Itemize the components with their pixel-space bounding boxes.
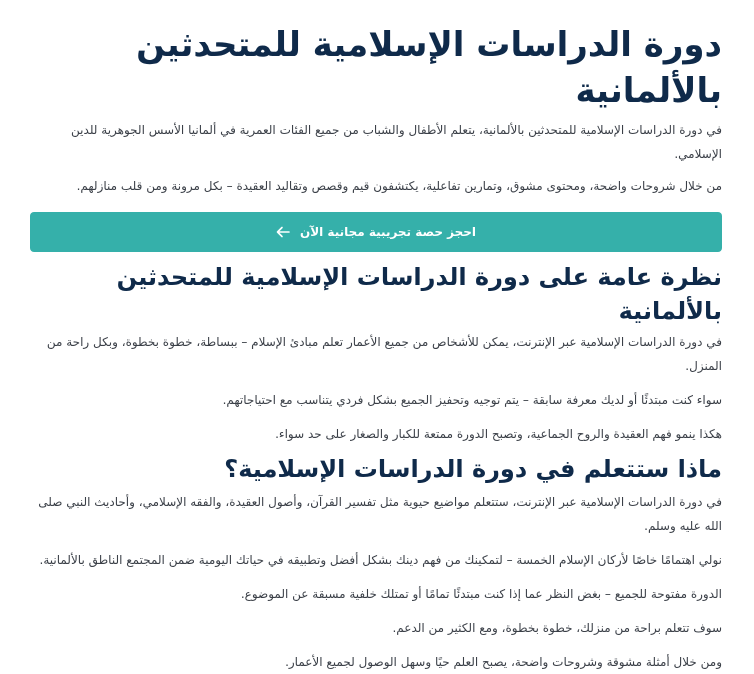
learn-paragraph: سوف تتعلم براحة من منزلك، خطوة بخطوة، ومع الكثير من الدعم. [392, 621, 722, 635]
learn-paragraph: الدورة مفتوحة للجميع – بغض النظر عما إذا كنت مبتدئًا تمامًا أو تمتلك خلفية مسبقة عن الموضوع. [240, 587, 722, 601]
book-free-trial-button[interactable] [30, 212, 722, 252]
overview-paragraph: سواء كنت مبتدئًا أو لديك معرفة سابقة – يتم توجيه وتحفيز الجميع بشكل فردي يتناسب مع احتياجاتهم. [222, 393, 722, 407]
overview-paragraph: هكذا ينمو فهم العقيدة والروح الجماعية، وتصبح الدورة ممتعة للكبار والصغار على حد سواء. [275, 427, 722, 441]
learn-paragraph: نولي اهتمامًا خاصًا لأركان الإسلام الخمسة – لتمكينك من فهم دينك بشكل أفضل وتطبيقه في حياتك اليومية ضمن المجتمع الناطق بالألمانية. [39, 553, 722, 567]
what-you-learn-heading: ماذا ستتعلم في دورة الدراسات الإسلامية؟ [224, 455, 722, 483]
cta-label: احجز حصة تجريبية مجانية الآن [299, 225, 477, 239]
page-title: دورة الدراسات الإسلامية للمتحدثين بالألمانية [136, 25, 722, 111]
arrow-left-icon [276, 226, 290, 238]
intro-paragraph: من خلال شروحات واضحة، ومحتوى مشوق، وتمارين تفاعلية، يكتشفون قيم وقصص وتقاليد العقيدة – بكل مرونة ومن قلب منازلهم. [76, 179, 722, 193]
learn-paragraph: في دورة الدراسات الإسلامية عبر الإنترنت، ستتعلم مواضيع حيوية مثل تفسير القرآن، وأصول العقيدة، والفقه الإسلامي، وأحاديث النبي صلى الله عليه وسلم. [38, 495, 722, 533]
overview-paragraph: في دورة الدراسات الإسلامية عبر الإنترنت، يمكن للأشخاص من جميع الأعمار تعلم مبادئ الإسلام – ببساطة، خطوة بخطوة، وبكل راحة من المنزل. [46, 335, 722, 373]
learn-paragraph: ومن خلال أمثلة مشوقة وشروحات واضحة، يصبح العلم حيًا وسهل الوصول لجميع الأعمار. [285, 655, 722, 669]
intro-paragraph: في دورة الدراسات الإسلامية للمتحدثين بالألمانية، يتعلم الأطفال والشباب من جميع الفئات العمرية في ألمانيا الأسس الجوهرية للدين الإسلامي. [71, 123, 722, 161]
overview-heading: نظرة عامة على دورة الدراسات الإسلامية للمتحدثين بالألمانية [116, 263, 722, 325]
